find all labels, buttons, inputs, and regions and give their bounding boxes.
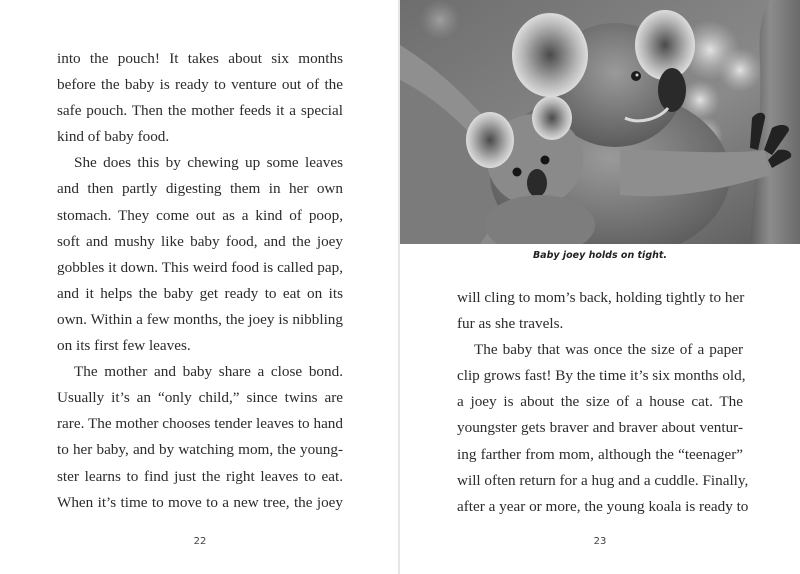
text-line: into the pouch! It takes about six months (57, 50, 343, 67)
photo-caption: Baby joey holds on tight. (532, 250, 668, 261)
text-line: and then partly digesting them in her own (57, 180, 343, 198)
koala-photo (400, 0, 800, 244)
text-line: Usually it’s an “only child,” since twins are (57, 389, 343, 407)
text-line: will often return for a hug and a cuddle. Finally, (457, 471, 749, 489)
right-page (400, 0, 800, 574)
left-page-body-text (57, 46, 343, 516)
left-page (0, 0, 399, 574)
text-line: will cling to mom’s back, holding tightly to her (457, 289, 745, 306)
text-line: safe pouch. Then the mother feeds it a special (57, 102, 343, 120)
text-line: The baby that was once the size of a paper (474, 341, 743, 359)
text-line: ing farther from mom, although the “teenager” (457, 445, 743, 463)
text-line: When it’s time to move to a new tree, the joey (57, 493, 343, 511)
text-line: She does this by chewing up some leaves (74, 154, 343, 172)
page-number-left: 22 (193, 536, 207, 547)
text-line: after a year or more, the young koala is ready to (457, 497, 749, 515)
text-line: gobbles it down. This weird food is called pap, (57, 258, 343, 276)
text-line: and it helps the baby get ready to eat on its (57, 284, 343, 302)
text-line: on its first few leaves. (57, 337, 191, 355)
page-number-right: 23 (593, 536, 607, 547)
text-line: clip grows fast! By the time it’s six months old, (457, 367, 746, 385)
text-line: youngster gets braver and braver about ventur- (457, 419, 743, 437)
right-page-body-text (457, 285, 749, 520)
text-line: The mother and baby share a close bond. (74, 363, 343, 381)
text-line: fur as she travels. (457, 315, 564, 333)
text-line: a joey is about the size of a house cat. The (457, 393, 743, 411)
text-line: rare. The mother chooses tender leaves to hand (57, 415, 343, 433)
text-line: stomach. They come out as a kind of poop, (57, 206, 343, 224)
koala-mother-joey-image-icon (400, 0, 800, 244)
text-line: before the baby is ready to venture out of the (57, 76, 343, 94)
text-line: ster learns to find just the right leaves to eat. (57, 467, 343, 485)
text-line: to her baby, and by watching mom, the young- (57, 441, 343, 459)
text-line: soft and mushy like baby food, and the joey (57, 232, 343, 250)
text-line: own. Within a few months, the joey is nibbling (57, 310, 343, 328)
text-line: kind of baby food. (57, 128, 170, 146)
